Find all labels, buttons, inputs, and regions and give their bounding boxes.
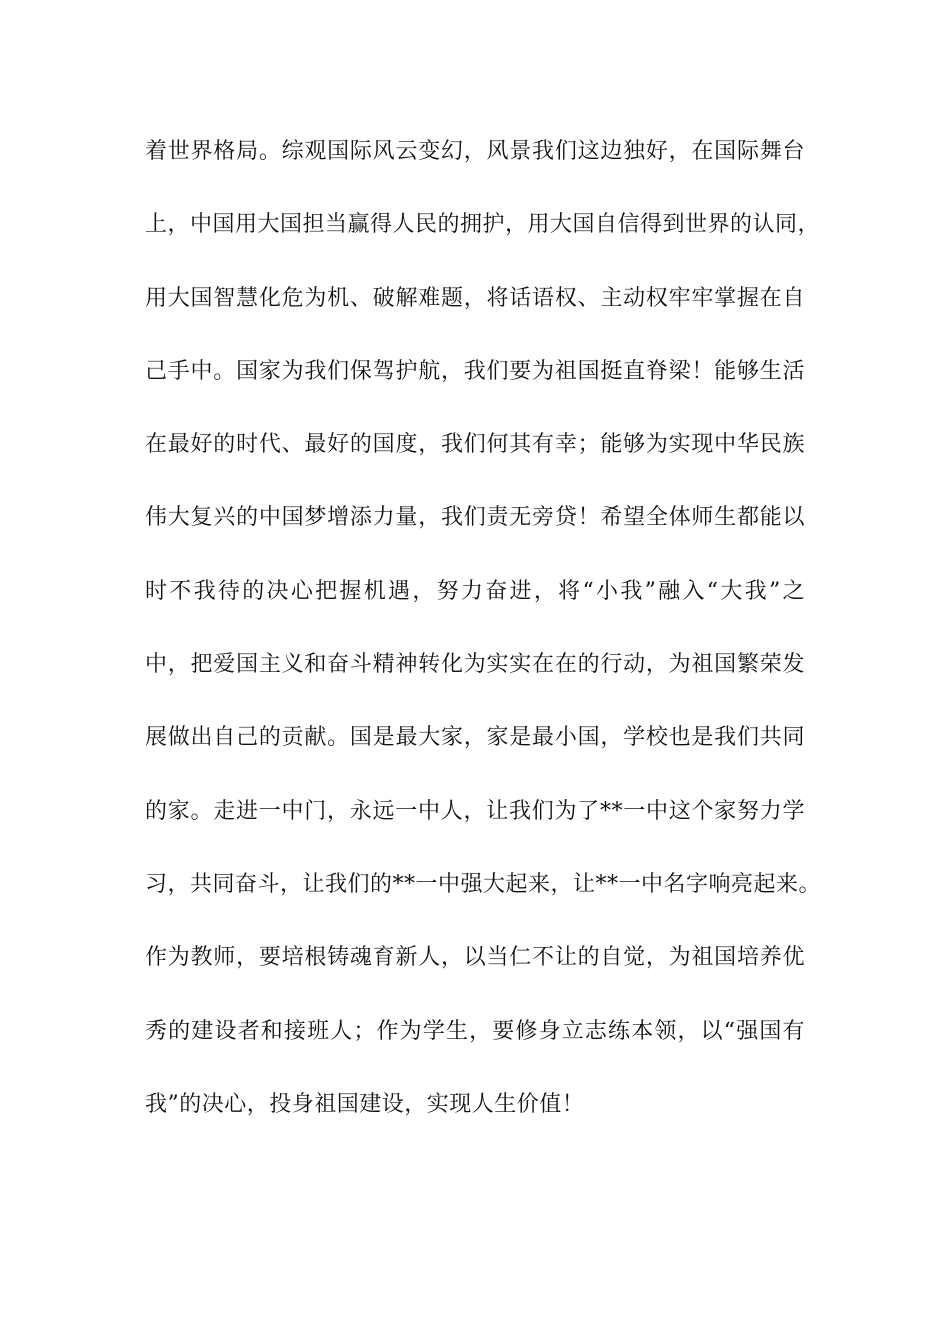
text-line: 秀的建设者和接班人；作为学生，要修身立志练本领，以“强国有 bbox=[145, 1018, 805, 1044]
text-line: 的家。走进一中门，永远一中人，让我们为了**一中这个家努力学 bbox=[145, 798, 805, 824]
text-line: 中，把爱国主义和奋斗精神转化为实实在在的行动，为祖国繁荣发 bbox=[145, 652, 805, 678]
text-line: 作为教师，要培根铸魂育新人，以当仁不让的自觉，为祖国培养优 bbox=[145, 945, 805, 971]
text-line: 用大国智慧化危为机、破解难题，将话语权、主动权牢牢掌握在自 bbox=[145, 285, 805, 311]
text-line-last: 我”的决心，投身祖国建设，实现人生价值！ bbox=[145, 1091, 585, 1117]
text-line: 着世界格局。综观国际风云变幻，风景我们这边独好，在国际舞台 bbox=[145, 139, 805, 164]
body-paragraph bbox=[145, 132, 822, 1158]
text-line: 在最好的时代、最好的国度，我们何其有幸；能够为实现中华民族 bbox=[145, 432, 805, 458]
text-line: 时不我待的决心把握机遇，努力奋进，将“小我”融入“大我”之 bbox=[145, 578, 805, 604]
text-line: 伟大复兴的中国梦增添力量，我们责无旁贷！希望全体师生都能以 bbox=[145, 505, 805, 531]
text-line: 展做出自己的贡献。国是最大家，家是最小国，学校也是我们共同 bbox=[145, 725, 805, 751]
text-line: 上，中国用大国担当赢得人民的拥护，用大国自信得到世界的认同， bbox=[145, 212, 821, 238]
text-line: 己手中。国家为我们保驾护航，我们要为祖国挺直脊梁！能够生活 bbox=[145, 358, 805, 384]
text-line: 习，共同奋斗，让我们的**一中强大起来，让**一中名字响亮起来。 bbox=[145, 871, 822, 897]
